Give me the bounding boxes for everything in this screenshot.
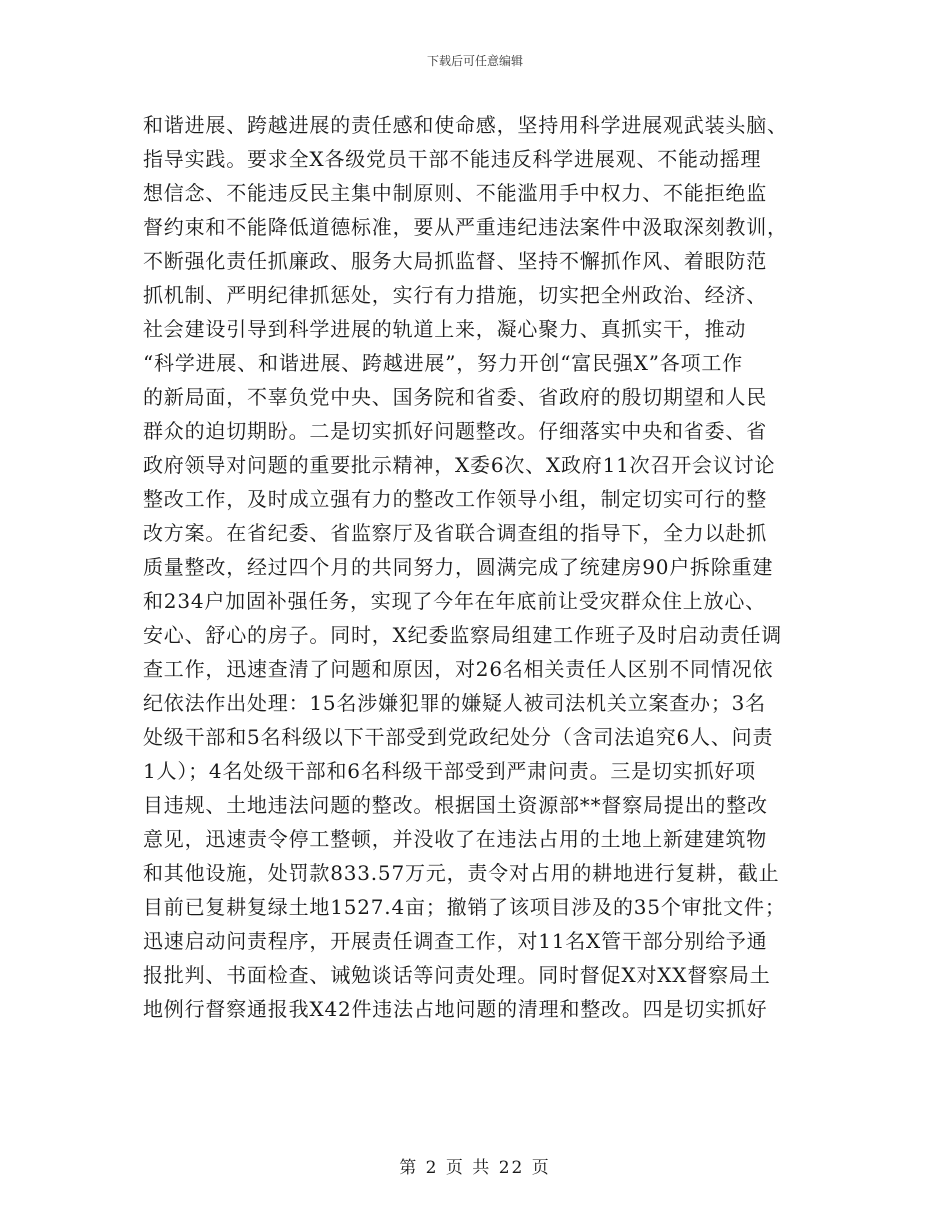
body-line: 和其他设施，处罚款833.57万元，责令对占用的耕地进行复耕，截止 bbox=[143, 861, 780, 885]
body-line: 督约束和不能降低道德标准，要从严重违纪违法案件中汲取深刻教训， bbox=[143, 215, 788, 239]
body-line: 查工作，迅速查清了问题和原因，对26名相关责任人区别不同情况依 bbox=[143, 657, 774, 681]
body-line: 社会建设引导到科学进展的轨道上来，凝心聚力、真抓实干，推动 bbox=[143, 317, 747, 341]
body-line: 目前已复耕复绿土地1527.4亩；撤销了该项目涉及的35个审批文件； bbox=[143, 895, 786, 919]
body-line: 目违规、土地违法问题的整改。根据国土资源部**督察局提出的整改 bbox=[143, 793, 768, 817]
body-line: 想信念、不能违反民主集中制原则、不能滥用手中权力、不能拒绝监 bbox=[143, 181, 767, 205]
body-line: 质量整改，经过四个月的共同努力，圆满完成了统建房90户拆除重建 bbox=[143, 555, 774, 579]
body-line: 纪依法作出处理：15名涉嫌犯罪的嫌疑人被司法机关立案查办；3名 bbox=[143, 691, 766, 715]
body-line: 地例行督察通报我X42件违法占地问题的清理和整改。四是切实抓好 bbox=[143, 997, 768, 1021]
body-line: 报批判、书面检查、诫勉谈话等问责处理。同时督促X对XX督察局土 bbox=[143, 963, 771, 987]
body-line: 和谐进展、跨越进展的责任感和使命感，坚持用科学进展观武装头脑、 bbox=[143, 113, 788, 137]
body-line: 指导实践。要求全X各级党员干部不能违反科学进展观、不能动摇理 bbox=[143, 147, 762, 171]
body-line: 处级干部和5名科级以下干部受到党政纪处分（含司法追究6人、问责 bbox=[143, 725, 774, 749]
body-line: 不断强化责任抓廉政、服务大局抓监督、坚持不懈抓作风、着眼防范 bbox=[143, 249, 767, 273]
body-line: 整改工作，及时成立强有力的整改工作领导小组，制定切实可行的整 bbox=[143, 487, 767, 511]
body-line: 群众的迫切期盼。二是切实抓好问题整改。仔细落实中央和省委、省 bbox=[143, 419, 767, 443]
body-line: 意见，迅速责令停工整顿，并没收了在违法占用的土地上新建建筑物 bbox=[143, 827, 767, 851]
body-line: 改方案。在省纪委、省监察厅及省联合调查组的指导下，全力以赴抓 bbox=[143, 521, 767, 545]
page-number-footer: 第 2 页 共 22 页 bbox=[399, 1158, 551, 1178]
body-line: “科学进展、和谐进展、跨越进展”，努力开创“富民强X”各项工作 bbox=[143, 351, 743, 375]
body-line: 迅速启动问责程序，开展责任调查工作，对11名X管干部分别给予通 bbox=[143, 929, 768, 953]
document-body bbox=[143, 108, 815, 1026]
body-line: 1人）；4名处级干部和6名科级干部受到严肃问责。三是切实抓好项 bbox=[143, 759, 756, 783]
body-line: 政府领导对问题的重要批示精神，X委6次、X政府11次召开会议讨论 bbox=[143, 453, 776, 477]
body-line: 安心、舒心的房子。同时，X纪委监察局组建工作班子及时启动责任调 bbox=[143, 623, 783, 647]
page-header-note: 下载后可任意编辑 bbox=[426, 54, 523, 68]
body-line: 的新局面，不辜负党中央、国务院和省委、省政府的殷切期望和人民 bbox=[143, 385, 767, 409]
body-line: 抓机制、严明纪律抓惩处，实行有力措施，切实把全州政治、经济、 bbox=[143, 283, 767, 307]
body-line: 和234户加固补强任务，实现了今年在年底前让受灾群众住上放心、 bbox=[143, 589, 766, 613]
